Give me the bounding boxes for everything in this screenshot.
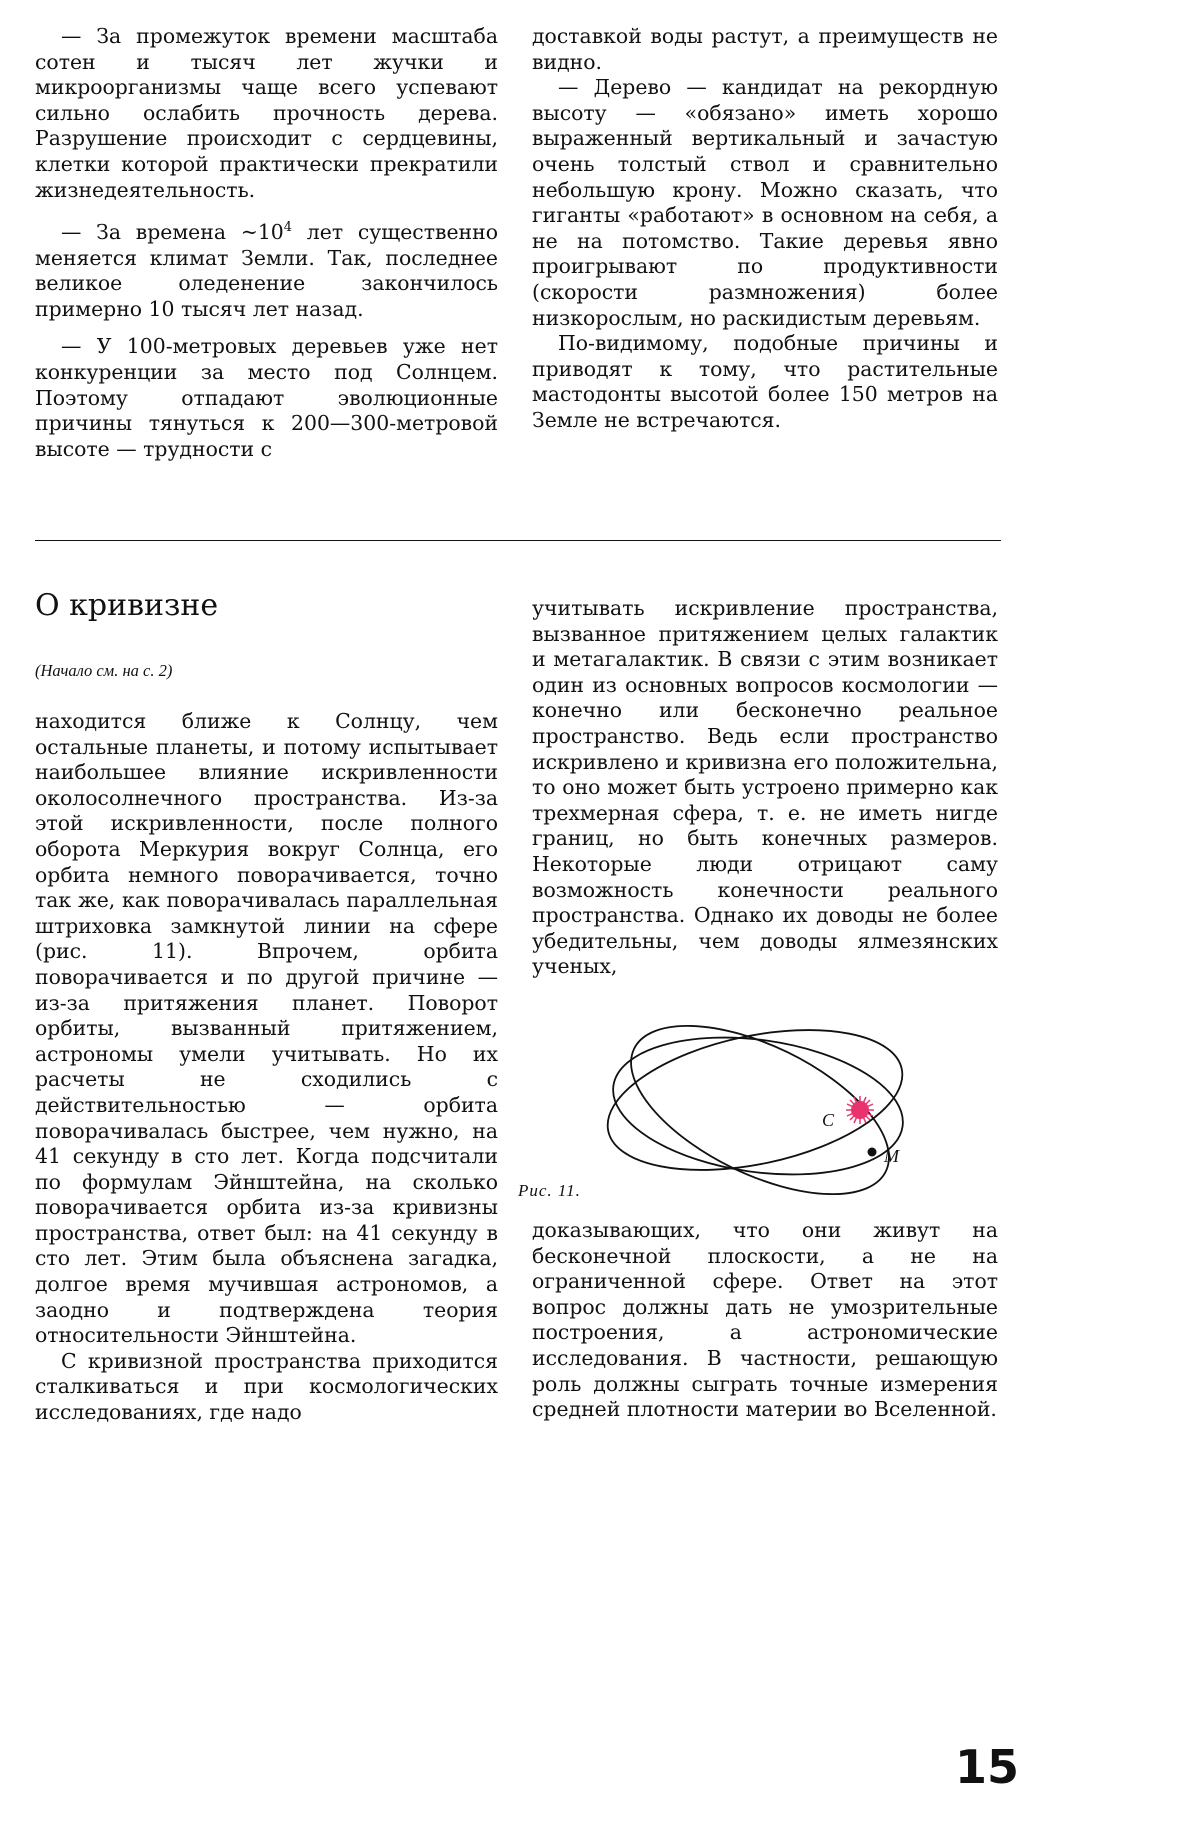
superscript: 4 xyxy=(283,220,293,236)
sun-icon xyxy=(846,1096,874,1124)
paragraph: С кривизной пространства приходится сталкиваться и при космологических исследованиях, где надо xyxy=(35,1348,498,1425)
article-right-column-top xyxy=(532,596,998,980)
planet-dot xyxy=(868,1148,877,1157)
paragraph xyxy=(35,215,498,322)
article-right-column-bottom xyxy=(532,1218,998,1423)
top-left-column xyxy=(35,24,498,462)
paragraph: — У 100-метровых деревьев уже нет конкуренции за место под Солнцем. Поэтому отпадают эволюционные причины тянуться к 200—300-метровой высоте — трудности с xyxy=(35,334,498,461)
paragraph-part: лет существенно меняется климат Земли. Так, последнее великое оледенение закончилось примерно 10 тысяч лет назад. xyxy=(35,219,498,321)
paragraph: — За промежуток времени масштаба сотен и тысяч лет жучки и микроорганизмы чаще всего успевают сильно ослабить прочность дерева. Разрушение происходит с сердцевины, клетки которой практически прекратили жизнедеятельность. xyxy=(35,24,498,202)
page-number: 15 xyxy=(955,1740,1020,1794)
section-divider xyxy=(35,540,1001,541)
continuation-note: (Начало см. на с. 2) xyxy=(35,661,173,680)
sun-label: C xyxy=(822,1110,835,1130)
planet-label: M xyxy=(884,1146,899,1166)
paragraph: находится ближе к Солнцу, чем остальные планеты, и потому испытывает наибольшее влияние искривленности околосолнечного пространства. Из-за этой искривленности, после полного оборота Меркурия вокруг Солнца, его орбита немного поворачивается, точно так же, как поворачивалась параллельная штриховка замкнутой линии на сфере (рис. 11). Впрочем, орбита поворачивается и по другой причине — из-за притяжения планет. Поворот орбиты, вызванный притяжением, астрономы умели учитывать. Но их расчеты не сходились с действительностью — орбита поворачивалась быстрее, чем нужно, на 41 секунду в сто лет. Когда подсчитали по формулам Эйнштейна, на сколько поворачивается орбита из-за кривизны пространства, ответ был: на 41 секунду в сто лет. Этим была объяснена загадка, долгое время мучившая астрономов, а заодно и подтверждена теория относительности Эйнштейна. xyxy=(35,709,498,1348)
orbit-figure xyxy=(520,1010,940,1210)
paragraph: — Дерево — кандидат на рекордную высоту — «обязано» иметь хорошо выраженный вертикальный и зачастую очень толстый ствол и сравнительно небольшую крону. Можно сказать, что гиганты «работают» в основном на себя, а не на потомство. Такие деревья явно проигрывают по продуктивности (скорости размножения) более низкорослым, но раскидистым деревьям. xyxy=(532,75,998,330)
paragraph: По-видимому, подобные причины и приводят к тому, что растительные мастодонты высотой более 150 метров на Земле не встречаются. xyxy=(532,331,998,432)
top-right-column xyxy=(532,24,998,434)
paragraph: доказывающих, что они живут на бесконечной плоскости, а не на ограниченной сфере. Ответ на этот вопрос должны дать не умозрительные построения, а астрономические исследования. В частности, решающую роль должны сыграть точные измерения средней плотности материи во Вселенной. xyxy=(532,1218,998,1422)
paragraph-part: — За времена ~10 xyxy=(61,219,284,244)
figure-caption: Рис. 11. xyxy=(518,1181,581,1200)
paragraph: учитывать искривление пространства, вызванное притяжением целых галактик и метагалактик. В связи с этим возникает один из основных вопросов космологии — конечно или бесконечно реальное пространство. Ведь если пространство искривлено и кривизна его положительна, то оно может быть устроено примерно как трехмерная сфера, т. е. не иметь нигде границ, но быть конечных размеров. Некоторые люди отрицают саму возможность конечности реального пространства. Однако их доводы не более убедительны, чем доводы ялмезянских ученых, xyxy=(532,596,998,979)
article-title: О кривизне xyxy=(35,588,219,623)
paragraph: доставкой воды растут, а преимуществ не видно. xyxy=(532,24,998,74)
article-left-column xyxy=(35,709,498,1426)
